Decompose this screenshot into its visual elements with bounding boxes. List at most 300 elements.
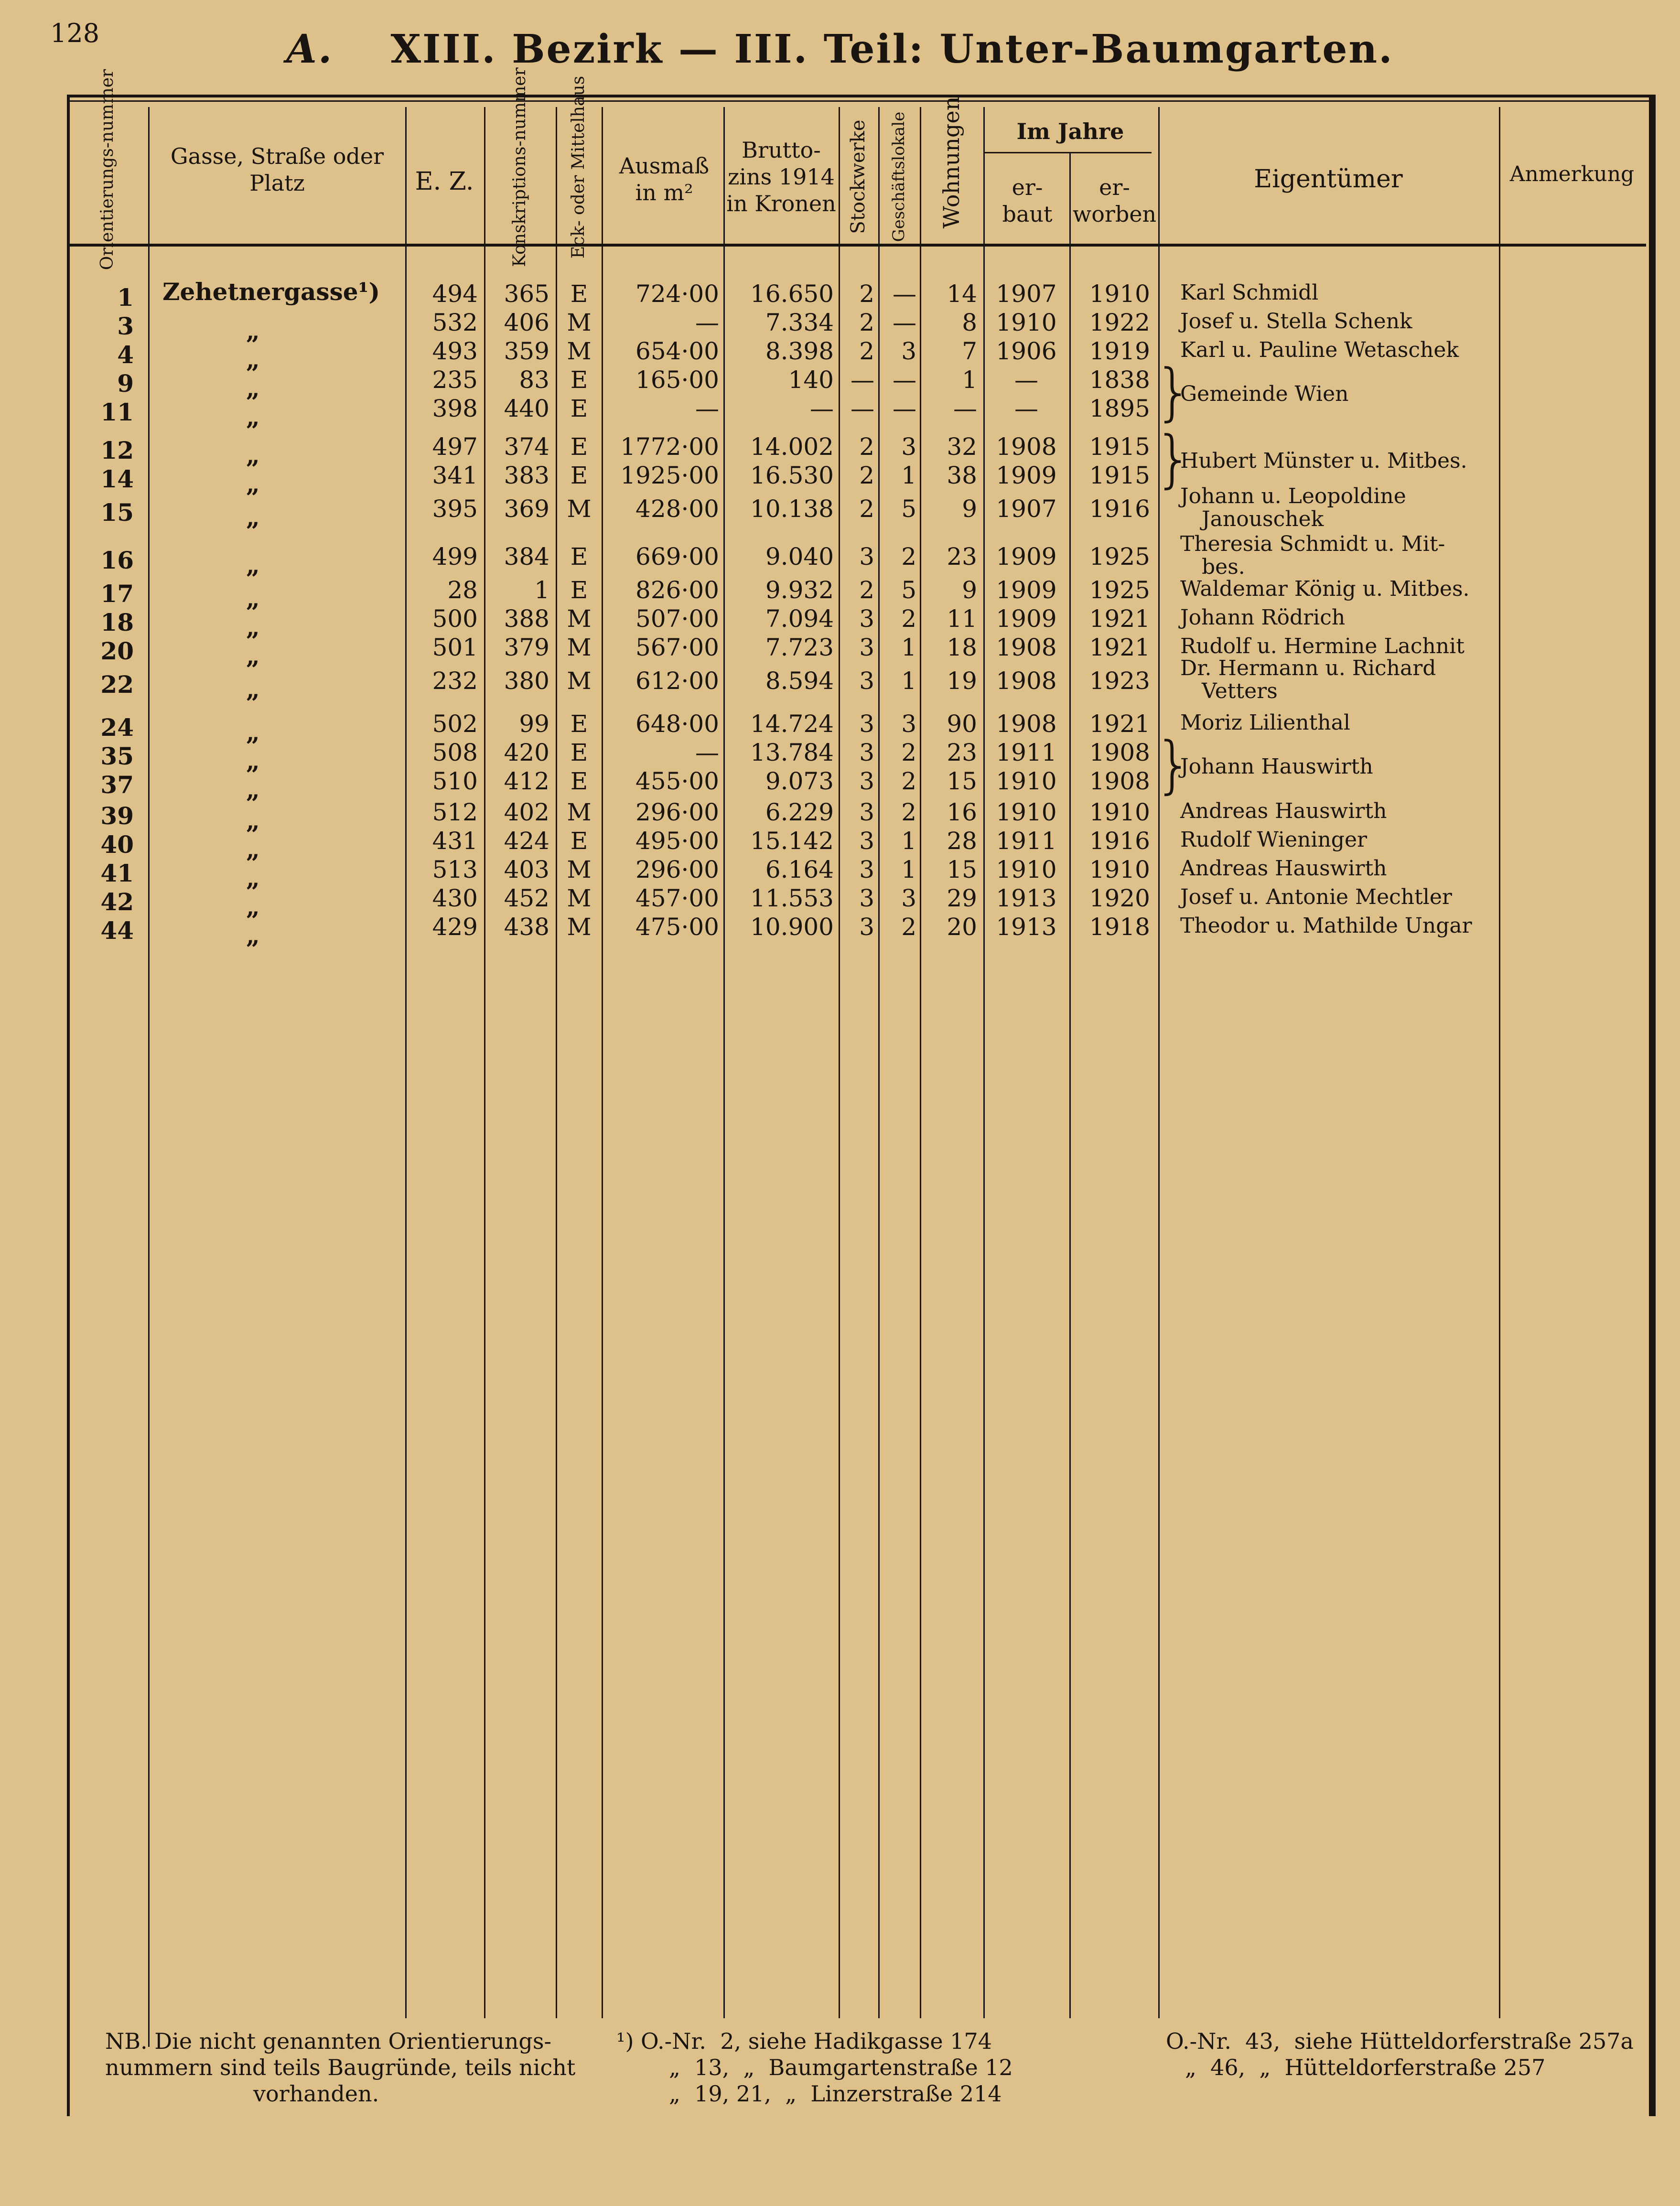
row-konskr: 83 (519, 366, 549, 394)
row-erbaut: 1911 (996, 827, 1057, 855)
row-owner-cont: bes. (1202, 555, 1245, 579)
row-ausmass: 648·00 (635, 710, 719, 738)
row-ausmass: 507·00 (635, 605, 719, 633)
row-erbaut: 1908 (996, 433, 1057, 461)
row-erworben: 1921 (1089, 605, 1150, 633)
row-konskr: 379 (504, 634, 549, 661)
row-konskr: 440 (504, 395, 549, 422)
row-zins: 140 (788, 366, 834, 394)
row-owner: Johann u. Leopoldine (1180, 484, 1406, 508)
row-street: „ (246, 835, 260, 863)
header-im-jahre: Im Jahre (1016, 118, 1124, 144)
row-erworben: 1921 (1089, 710, 1150, 738)
row-eck: E (570, 739, 588, 766)
row-erbaut: 1907 (996, 280, 1057, 308)
row-erbaut: 1908 (996, 710, 1057, 738)
header-bottom-rule (70, 244, 1646, 247)
row-ausmass: 567·00 (635, 634, 719, 661)
row-stock: 2 (859, 462, 874, 489)
row-erbaut: 1908 (996, 667, 1057, 695)
row-ez: 341 (432, 462, 478, 489)
row-gesch: — (893, 366, 916, 394)
row-stock: 2 (859, 280, 874, 308)
row-wohn: 1 (962, 366, 977, 394)
row-erbaut: 1910 (996, 856, 1057, 883)
header-bruttozins: Brutto-zins 1914 in Kronen (726, 137, 836, 216)
group-owner: Johann Hauswirth (1180, 754, 1373, 779)
row-zins: 13.784 (750, 739, 834, 766)
row-wohn: 28 (947, 827, 977, 855)
row-stock: 3 (859, 543, 874, 570)
row-owner: Moriz Lilienthal (1180, 710, 1350, 735)
row-stock: 3 (859, 739, 874, 766)
row-erworben: 1908 (1089, 767, 1150, 795)
im-jahre-rule (983, 152, 1152, 153)
row-ausmass: 724·00 (635, 280, 719, 308)
row-zins: 8.398 (765, 337, 834, 365)
row-gesch: 3 (901, 433, 916, 461)
row-street: „ (246, 921, 260, 949)
row-wohn: 7 (962, 337, 977, 365)
row-zins: — (810, 395, 834, 422)
row-ausmass: 296·00 (635, 798, 719, 826)
row-eck: M (567, 634, 592, 661)
row-erworben: 1895 (1089, 395, 1150, 422)
row-street: „ (246, 584, 260, 613)
footnote-ref-1: ¹) O.-Nr. 2, siehe Hadikgasse 174 (616, 2028, 992, 2054)
row-stock: 3 (859, 667, 874, 695)
row-ausmass: 475·00 (635, 913, 719, 941)
row-eck: E (570, 576, 588, 604)
row-stock: 2 (859, 337, 874, 365)
row-orientierungsnummer: 12 (100, 436, 134, 464)
header-orientierungsnummer: Orientierungs-nummer (97, 69, 117, 270)
row-ez: 499 (432, 543, 478, 570)
row-erbaut: 1910 (996, 767, 1057, 795)
row-ez: 497 (432, 433, 478, 461)
row-ez: 500 (432, 605, 478, 633)
row-ausmass: 457·00 (635, 884, 719, 912)
row-orientierungsnummer: 24 (100, 713, 134, 742)
row-erworben: 1923 (1089, 667, 1150, 695)
row-ez: 501 (432, 634, 478, 661)
row-stock: 3 (859, 710, 874, 738)
row-stock: 3 (859, 856, 874, 883)
row-gesch: 3 (901, 337, 916, 365)
row-erworben: 1910 (1089, 280, 1150, 308)
row-wohn: 14 (947, 280, 977, 308)
row-ausmass: 826·00 (635, 576, 719, 604)
row-orientierungsnummer: 37 (100, 771, 134, 799)
page-number: 128 (50, 18, 100, 48)
row-zins: 9.073 (765, 767, 834, 795)
row-zins: 8.594 (765, 667, 834, 695)
row-konskr: 438 (504, 913, 549, 941)
row-ausmass: 654·00 (635, 337, 719, 365)
row-erbaut: 1911 (996, 739, 1057, 766)
row-ausmass: 1925·00 (620, 462, 719, 489)
row-erbaut: 1909 (996, 576, 1057, 604)
row-konskr: 452 (504, 884, 549, 912)
brace-icon: } (1154, 422, 1194, 495)
row-ez: 494 (432, 280, 478, 308)
row-zins: 11.553 (750, 884, 834, 912)
row-gesch: 2 (901, 913, 916, 941)
row-konskr: 402 (504, 798, 549, 826)
row-street: „ (246, 642, 260, 670)
row-erbaut: 1909 (996, 462, 1057, 489)
row-wohn: 15 (947, 856, 977, 883)
row-owner: Theresia Schmidt u. Mit- (1180, 532, 1445, 556)
row-konskr: 403 (504, 856, 549, 883)
row-owner: Josef u. Stella Schenk (1180, 309, 1412, 334)
row-zins: 9.932 (765, 576, 834, 604)
row-ez: 508 (432, 739, 478, 766)
row-zins: 7.334 (765, 309, 834, 336)
row-ez: 502 (432, 710, 478, 738)
row-zins: 6.229 (765, 798, 834, 826)
header-erworben: er-worben (1072, 174, 1157, 227)
row-ausmass: 296·00 (635, 856, 719, 883)
row-stock: — (851, 395, 874, 422)
row-erworben: 1925 (1089, 576, 1150, 604)
title-text: XIII. Bezirk — III. Teil: Unter-Baumgarten. (390, 26, 1394, 72)
row-konskr: 374 (504, 433, 549, 461)
footnote-nb-2: nummern sind teils Baugründe, teils nicht (105, 2055, 576, 2080)
row-stock: 2 (859, 495, 874, 523)
row-ausmass: — (695, 395, 719, 422)
row-eck: M (567, 605, 592, 633)
group-owner: Hubert Münster u. Mitbes. (1180, 449, 1467, 473)
row-orientierungsnummer: 16 (100, 546, 134, 574)
row-ausmass: 165·00 (635, 366, 719, 394)
row-owner: Andreas Hauswirth (1180, 799, 1387, 823)
row-erbaut: 1907 (996, 495, 1057, 523)
row-konskr: 359 (504, 337, 549, 365)
row-konskr: 365 (504, 280, 549, 308)
row-ez: 510 (432, 767, 478, 795)
header-anmerkung: Anmerkung (1509, 162, 1635, 186)
row-eck: M (567, 856, 592, 883)
row-eck: E (570, 543, 588, 570)
brace-icon: } (1154, 355, 1194, 428)
row-eck: M (567, 495, 592, 523)
group-owner: Gemeinde Wien (1180, 382, 1349, 406)
header-ausmass: Ausmaß in m² (619, 153, 710, 205)
row-konskr: 369 (504, 495, 549, 523)
row-street: „ (246, 441, 260, 469)
row-wohn: 15 (947, 767, 977, 795)
row-wohn: 23 (947, 543, 977, 570)
row-owner: Dr. Hermann u. Richard (1180, 656, 1436, 680)
row-wohn: 16 (947, 798, 977, 826)
row-wohn: 9 (962, 576, 977, 604)
row-street: „ (246, 613, 260, 641)
title-letter: A. (286, 26, 334, 72)
row-zins: 16.530 (750, 462, 834, 489)
row-gesch: — (893, 309, 916, 336)
row-ausmass: 428·00 (635, 495, 719, 523)
row-zins: 14.724 (750, 710, 834, 738)
row-orientierungsnummer: 41 (100, 859, 134, 887)
row-erworben: 1838 (1089, 366, 1150, 394)
row-stock: 3 (859, 605, 874, 633)
row-erbaut: — (1014, 395, 1038, 422)
row-street: „ (246, 374, 260, 402)
row-orientierungsnummer: 9 (117, 369, 134, 398)
row-ez: 232 (432, 667, 478, 695)
row-owner-cont: Vetters (1202, 679, 1278, 703)
row-erbaut: 1913 (996, 913, 1057, 941)
header-wohnungen: Wohnungen (938, 96, 964, 229)
row-stock: 3 (859, 827, 874, 855)
row-ausmass: — (695, 739, 719, 766)
row-stock: 2 (859, 309, 874, 336)
row-erworben: 1910 (1089, 798, 1150, 826)
row-gesch: 5 (901, 576, 916, 604)
row-orientierungsnummer: 42 (100, 888, 134, 916)
row-owner: Karl u. Pauline Wetaschek (1180, 338, 1459, 362)
row-gesch: 1 (901, 462, 916, 489)
row-ausmass: 455·00 (635, 767, 719, 795)
footnote-ref-3: „ 19, 21, „ Linzerstraße 214 (669, 2081, 1002, 2107)
row-ausmass: 1772·00 (620, 433, 719, 461)
row-owner: Rudolf u. Hermine Lachnit (1180, 634, 1465, 658)
row-stock: 3 (859, 913, 874, 941)
row-eck: E (570, 710, 588, 738)
row-ausmass: 495·00 (635, 827, 719, 855)
row-gesch: 1 (901, 856, 916, 883)
row-wohn: 38 (947, 462, 977, 489)
row-owner: Andreas Hauswirth (1180, 856, 1387, 881)
row-gesch: 2 (901, 767, 916, 795)
row-konskr: 384 (504, 543, 549, 570)
page-title (0, 26, 1680, 72)
row-eck: M (567, 884, 592, 912)
row-orientierungsnummer: 44 (100, 916, 134, 945)
header-gasse: Gasse, Straße oder Platz (170, 143, 384, 196)
row-eck: E (570, 767, 588, 795)
row-zins: 7.094 (765, 605, 834, 633)
row-wohn: 20 (947, 913, 977, 941)
row-gesch: 1 (901, 634, 916, 661)
row-eck: M (567, 913, 592, 941)
row-orientierungsnummer: 35 (100, 742, 134, 770)
row-zins: 9.040 (765, 543, 834, 570)
row-orientierungsnummer: 40 (100, 830, 134, 859)
row-owner: Waldemar König u. Mitbes. (1180, 577, 1470, 601)
row-gesch: 3 (901, 710, 916, 738)
row-ez: 513 (432, 856, 478, 883)
row-erbaut: 1909 (996, 543, 1057, 570)
row-konskr: 383 (504, 462, 549, 489)
row-stock: — (851, 366, 874, 394)
footnote-ref-2: „ 13, „ Baumgartenstraße 12 (669, 2055, 1013, 2080)
row-orientierungsnummer: 1 (117, 283, 134, 312)
row-stock: 2 (859, 433, 874, 461)
row-wohn: — (953, 395, 977, 422)
row-orientierungsnummer: 4 (117, 341, 134, 369)
brace-icon: } (1154, 728, 1194, 801)
row-street: „ (246, 345, 260, 374)
row-wohn: 9 (962, 495, 977, 523)
row-erbaut: 1908 (996, 634, 1057, 661)
row-wohn: 32 (947, 433, 977, 461)
row-erworben: 1910 (1089, 856, 1150, 883)
footnote-right-1: O.-Nr. 43, siehe Hütteldorferstraße 257a (1166, 2028, 1634, 2054)
row-owner-cont: Janouschek (1202, 507, 1324, 531)
row-konskr: 406 (504, 309, 549, 336)
row-stock: 3 (859, 767, 874, 795)
row-gesch: 1 (901, 827, 916, 855)
row-ez: 235 (432, 366, 478, 394)
row-gesch: 2 (901, 798, 916, 826)
row-orientierungsnummer: 22 (100, 670, 134, 699)
row-wohn: 8 (962, 309, 977, 336)
row-street: „ (246, 718, 260, 746)
header-erbaut: er-baut (1002, 174, 1053, 227)
row-eck: E (570, 433, 588, 461)
header-stockwerke: Stockwerke (847, 119, 869, 234)
row-zins: 15.142 (750, 827, 834, 855)
row-ez: 512 (432, 798, 478, 826)
row-erbaut: 1910 (996, 798, 1057, 826)
row-zins: 7.723 (765, 634, 834, 661)
row-eck: M (567, 798, 592, 826)
row-konskr: 99 (519, 710, 549, 738)
row-street: „ (246, 503, 260, 531)
row-wohn: 19 (947, 667, 977, 695)
row-gesch: — (893, 280, 916, 308)
row-street: „ (246, 807, 260, 835)
row-eck: M (567, 337, 592, 365)
row-konskr: 388 (504, 605, 549, 633)
row-erbaut: 1906 (996, 337, 1057, 365)
row-owner: Theodor u. Mathilde Ungar (1180, 914, 1472, 938)
row-street: „ (246, 675, 260, 703)
row-ausmass: 612·00 (635, 667, 719, 695)
header-eck-mittelhaus: Eck- oder Mittelhaus (569, 75, 588, 259)
row-orientierungsnummer: 14 (100, 465, 134, 493)
row-ez: 493 (432, 337, 478, 365)
row-ez: 398 (432, 395, 478, 422)
row-ez: 395 (432, 495, 478, 523)
row-eck: E (570, 462, 588, 489)
row-zins: 14.002 (750, 433, 834, 461)
row-street: „ (246, 470, 260, 498)
row-stock: 3 (859, 798, 874, 826)
row-street: „ (246, 775, 260, 804)
row-erbaut: 1910 (996, 309, 1057, 336)
row-street: Zehetnergasse¹) (162, 278, 380, 306)
row-ez: 430 (432, 884, 478, 912)
row-stock: 3 (859, 634, 874, 661)
row-ez: 28 (447, 576, 478, 604)
row-erworben: 1919 (1089, 337, 1150, 365)
row-street: „ (246, 551, 260, 579)
row-ez: 532 (432, 309, 478, 336)
row-wohn: 90 (947, 710, 977, 738)
row-ausmass: 669·00 (635, 543, 719, 570)
row-zins: 10.900 (750, 913, 834, 941)
row-erworben: 1921 (1089, 634, 1150, 661)
row-erbaut: 1909 (996, 605, 1057, 633)
row-erworben: 1908 (1089, 739, 1150, 766)
row-street: „ (246, 317, 260, 345)
row-orientierungsnummer: 11 (100, 398, 134, 426)
row-konskr: 380 (504, 667, 549, 695)
row-owner: Karl Schmidl (1180, 280, 1319, 305)
row-erworben: 1916 (1089, 495, 1150, 523)
row-erworben: 1925 (1089, 543, 1150, 570)
row-eck: E (570, 827, 588, 855)
header-geschaeftslokale: Geschäftslokale (889, 111, 908, 242)
row-gesch: 1 (901, 667, 916, 695)
row-owner: Rudolf Wieninger (1180, 828, 1368, 852)
row-wohn: 18 (947, 634, 977, 661)
row-orientierungsnummer: 15 (100, 498, 134, 527)
row-erworben: 1915 (1089, 433, 1150, 461)
row-eck: E (570, 280, 588, 308)
footnote-nb-3: vorhanden. (253, 2081, 379, 2107)
row-erworben: 1916 (1089, 827, 1150, 855)
header-konskriptionsnummer: Konskriptions-nummer (510, 67, 529, 267)
row-stock: 3 (859, 884, 874, 912)
row-zins: 16.650 (750, 280, 834, 308)
row-zins: 10.138 (750, 495, 834, 523)
row-gesch: 2 (901, 543, 916, 570)
row-erworben: 1915 (1089, 462, 1150, 489)
footnote-nb-1: NB. Die nicht genannten Orientierungs- (105, 2028, 552, 2054)
row-owner: Josef u. Antonie Mechtler (1180, 885, 1452, 909)
row-ez: 429 (432, 913, 478, 941)
row-erworben: 1920 (1089, 884, 1150, 912)
row-erworben: 1918 (1089, 913, 1150, 941)
row-orientierungsnummer: 20 (100, 637, 134, 665)
row-erworben: 1922 (1089, 309, 1150, 336)
row-eck: E (570, 366, 588, 394)
row-wohn: 11 (947, 605, 977, 633)
header-ez: E. Z. (415, 167, 474, 196)
row-erbaut: 1913 (996, 884, 1057, 912)
row-stock: 2 (859, 576, 874, 604)
row-street: „ (246, 893, 260, 921)
row-konskr: 412 (504, 767, 549, 795)
row-konskr: 420 (504, 739, 549, 766)
row-konskr: 1 (534, 576, 549, 604)
row-eck: E (570, 395, 588, 422)
row-konskr: 424 (504, 827, 549, 855)
row-street: „ (246, 403, 260, 431)
row-orientierungsnummer: 39 (100, 802, 134, 830)
row-street: „ (246, 864, 260, 892)
row-eck: M (567, 309, 592, 336)
row-wohn: 23 (947, 739, 977, 766)
row-orientierungsnummer: 17 (100, 580, 134, 608)
row-gesch: — (893, 395, 916, 422)
row-eck: M (567, 667, 592, 695)
row-ez: 431 (432, 827, 478, 855)
row-gesch: 5 (901, 495, 916, 523)
row-orientierungsnummer: 3 (117, 312, 134, 340)
row-orientierungsnummer: 18 (100, 608, 134, 636)
row-gesch: 2 (901, 739, 916, 766)
row-zins: 6.164 (765, 856, 834, 883)
row-wohn: 29 (947, 884, 977, 912)
row-erbaut: — (1014, 366, 1038, 394)
row-owner: Johann Rödrich (1180, 605, 1346, 630)
footnote-right-2: „ 46, „ Hütteldorferstraße 257 (1185, 2055, 1546, 2080)
